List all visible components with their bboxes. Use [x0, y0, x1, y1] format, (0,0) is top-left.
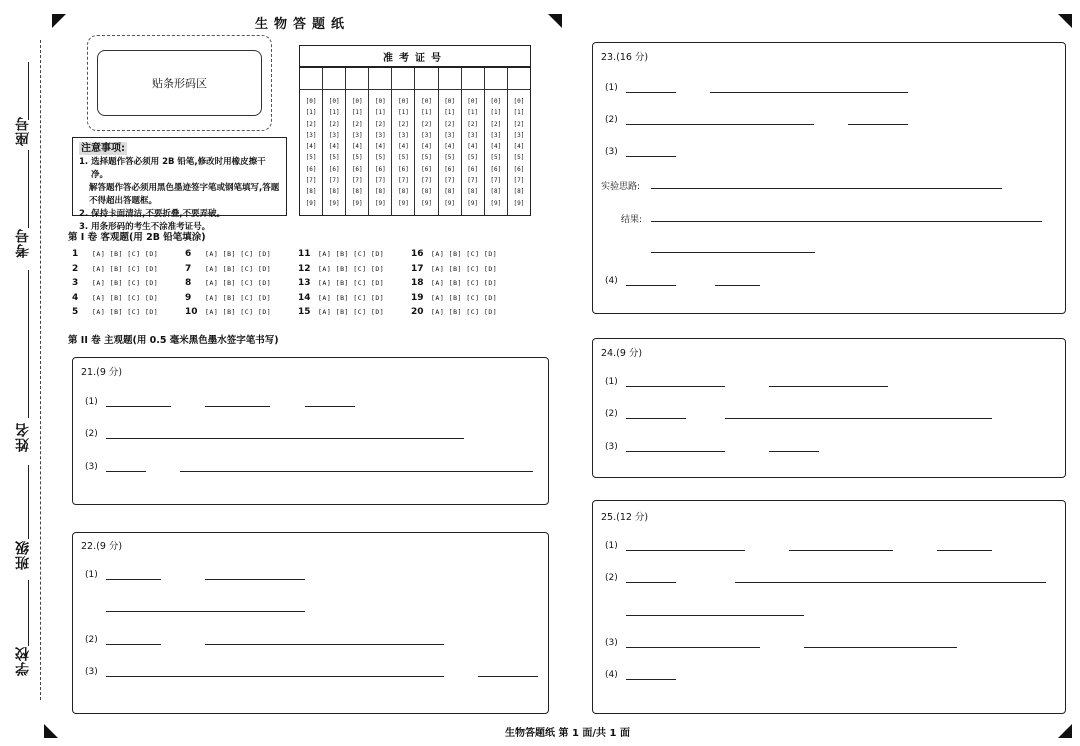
q24-label-2: (2) [605, 409, 618, 419]
question-25-box [592, 500, 1066, 714]
mc-question-number: 20 [411, 307, 424, 318]
mc-question-number: 16 [411, 249, 424, 260]
exam-id-bubble[interactable]: [1] [305, 109, 317, 117]
q24-label-3: (3) [605, 442, 618, 452]
corner-mark-bottom-right [1058, 724, 1072, 738]
exam-id-bubble[interactable]: [9] [398, 199, 409, 207]
mc-answer-bubbles[interactable]: [A] [B] [C] [D] [205, 250, 272, 259]
exam-id-bubble[interactable]: [7] [351, 177, 363, 185]
exam-id-bubble[interactable]: [7] [374, 177, 386, 185]
exam-id-bubble[interactable]: [6] [490, 165, 502, 173]
q25-3-blank-b[interactable] [804, 647, 957, 648]
mc-answer-bubbles[interactable]: [A] [B] [C] [D] [431, 250, 498, 259]
mc-answer-bubbles[interactable]: [A] [B] [C] [D] [431, 264, 498, 273]
q23-idea-blank[interactable] [651, 188, 1002, 189]
question-23-box [592, 42, 1066, 314]
exam-id-bubble[interactable]: [2] [351, 120, 363, 128]
mc-question-number: 3 [72, 278, 79, 289]
q25-2-blank-b[interactable] [735, 582, 1046, 583]
q22-label-3: (3) [85, 667, 98, 677]
q21-3-blank-a[interactable] [106, 471, 146, 472]
q22-1-blank-a[interactable] [106, 579, 161, 580]
q22-label-2: (2) [85, 635, 98, 645]
exam-id-bubble[interactable]: [4] [351, 143, 363, 151]
exam-id-bubble[interactable]: [2] [490, 120, 502, 128]
page-footer: 生物答题纸 第 1 面/共 1 面 [505, 728, 630, 739]
q23-label-4: (4) [605, 276, 618, 286]
q22-2-blank-a[interactable] [106, 644, 161, 645]
q24-1-blank-b[interactable] [769, 386, 888, 387]
q25-3-blank-a[interactable] [626, 647, 760, 648]
q23-label-result: 结果: [621, 215, 643, 225]
exam-id-bubble[interactable]: [9] [305, 199, 317, 207]
side-label-seat: 座号 [15, 116, 31, 146]
barcode-area [87, 35, 272, 131]
exam-id-column [323, 68, 346, 215]
exam-id-bubble[interactable]: [4] [513, 143, 525, 151]
q23-label-3: (3) [605, 147, 618, 157]
side-line-school [28, 580, 29, 646]
exam-id-write-cell[interactable] [346, 68, 368, 90]
mc-question-number: 8 [185, 278, 192, 289]
q25-label-4: (4) [605, 670, 618, 680]
question-24-box [592, 338, 1066, 478]
mc-question-row [72, 276, 158, 291]
notice-item-2: 2. 保持卡面清洁,不要折叠,不要弄破。 [79, 209, 226, 219]
exam-id-bubble[interactable]: [2] [305, 120, 317, 128]
exam-id-bubble[interactable]: [1] [513, 109, 525, 117]
exam-id-write-cell[interactable] [485, 68, 507, 90]
q23-4-blank-b[interactable] [715, 285, 760, 286]
mc-answer-bubbles[interactable]: [A] [B] [C] [D] [318, 308, 385, 317]
mc-question-row [72, 247, 158, 262]
mc-question-number: 12 [298, 263, 311, 274]
notice-heading: 注意事项: [81, 143, 125, 154]
exam-id-bubble[interactable]: [4] [444, 143, 456, 151]
mc-question-row [72, 305, 158, 320]
mc-question-number: 10 [185, 307, 198, 318]
exam-id-column [508, 68, 530, 215]
exam-id-bubble[interactable]: [3] [490, 131, 502, 139]
exam-id-bubble[interactable]: [1] [444, 109, 456, 117]
exam-id-bubble[interactable]: [4] [398, 143, 409, 151]
mc-answer-bubbles[interactable]: [A] [B] [C] [D] [205, 308, 272, 317]
mc-answer-bubbles[interactable]: [A] [B] [C] [D] [205, 293, 272, 302]
notice-item-1: 1. 选择题作答必须用 2B 铅笔,修改时用橡皮擦干净。 [79, 157, 266, 180]
exam-id-bubble[interactable]: [6] [467, 165, 479, 173]
exam-id-bubble[interactable]: [1] [398, 109, 409, 117]
exam-id-column [392, 68, 415, 215]
exam-id-bubble[interactable]: [2] [328, 120, 340, 128]
exam-id-bubble[interactable]: [3] [444, 131, 456, 139]
mc-question-row [411, 276, 497, 291]
exam-id-title: 准考证号 [300, 46, 530, 68]
exam-id-bubble[interactable]: [5] [328, 154, 340, 162]
side-label-name: 姓名 [15, 422, 31, 452]
question-24-title: 24.(9 分) [601, 348, 643, 359]
mc-question-number: 6 [185, 249, 192, 260]
mc-group [72, 247, 158, 320]
q23-label-2: (2) [605, 115, 618, 125]
exam-id-bubble[interactable]: [3] [328, 131, 340, 139]
exam-id-bubble[interactable]: [8] [398, 188, 409, 196]
exam-id-bubble[interactable]: [8] [421, 188, 432, 196]
exam-id-bubble[interactable]: [0] [467, 98, 479, 105]
exam-id-bubble[interactable]: [1] [328, 109, 340, 117]
mc-answer-bubbles[interactable]: [A] [B] [C] [D] [92, 264, 159, 273]
q21-1-blank-b[interactable] [205, 406, 270, 407]
q21-label-1: (1) [85, 397, 98, 407]
side-line-seat [28, 62, 29, 120]
q22-1-blank-b[interactable] [205, 579, 305, 580]
exam-id-bubble[interactable]: [4] [305, 143, 317, 151]
exam-id-bubble[interactable]: [5] [490, 154, 502, 162]
q23-1-blank-b[interactable] [710, 92, 908, 93]
exam-id-bubble[interactable]: [3] [421, 131, 432, 139]
exam-id-bubble[interactable]: [2] [467, 120, 479, 128]
q25-label-2: (2) [605, 573, 618, 583]
exam-id-bubble[interactable]: [3] [467, 131, 479, 139]
q23-1-blank-a[interactable] [626, 92, 676, 93]
mc-question-row [185, 291, 271, 306]
q23-2-blank-a[interactable] [626, 124, 814, 125]
side-line-class [28, 465, 29, 539]
exam-id-grid [299, 45, 531, 216]
q24-1-blank-a[interactable] [626, 386, 725, 387]
mc-answer-bubbles[interactable]: [A] [B] [C] [D] [92, 279, 159, 288]
q25-1-blank-a[interactable] [626, 550, 745, 551]
exam-id-bubble[interactable]: [5] [421, 154, 432, 162]
mc-answer-bubbles[interactable]: [A] [B] [C] [D] [92, 293, 159, 302]
exam-id-bubble[interactable]: [1] [490, 109, 502, 117]
q23-2-blank-b[interactable] [848, 124, 908, 125]
exam-id-bubble[interactable]: [8] [351, 188, 363, 196]
exam-id-bubble[interactable]: [6] [444, 165, 456, 173]
mc-question-number: 7 [185, 263, 192, 274]
exam-id-bubble[interactable]: [9] [421, 199, 432, 207]
exam-id-bubble[interactable]: [4] [328, 143, 340, 151]
exam-id-bubble[interactable]: [9] [444, 199, 456, 207]
mc-question-number: 13 [298, 278, 311, 289]
q22-3-blank-b[interactable] [478, 676, 538, 677]
exam-id-bubble[interactable]: [0] [444, 98, 456, 105]
side-line-name [28, 270, 29, 418]
mc-question-row [298, 276, 384, 291]
q24-2-blank-a[interactable] [626, 418, 686, 419]
exam-id-write-cell[interactable] [392, 68, 414, 90]
mc-question-row [298, 247, 384, 262]
section2-heading: 第 II 卷 主观题(用 0.5 毫米黑色墨水签字笔书写) [68, 335, 279, 346]
exam-id-bubble[interactable]: [7] [513, 177, 525, 185]
mc-question-number: 4 [72, 292, 79, 303]
side-label-school: 学校 [15, 646, 31, 676]
notice-item-1b: 解答题作答必须用黑色墨迹签字笔或钢笔填写,答题不得超出答题框。 [89, 183, 280, 206]
exam-id-bubble[interactable]: [0] [398, 98, 409, 105]
q23-label-1: (1) [605, 83, 618, 93]
exam-id-bubble[interactable]: [2] [421, 120, 432, 128]
exam-id-bubble[interactable]: [9] [351, 199, 363, 207]
mc-question-number: 15 [298, 307, 311, 318]
mc-question-row [185, 305, 271, 320]
q25-4-blank[interactable] [626, 679, 676, 680]
q21-1-blank-a[interactable] [106, 406, 171, 407]
exam-id-write-cell[interactable] [300, 68, 322, 90]
section1-heading: 第 I 卷 客观题(用 2B 铅笔填涂) [68, 232, 206, 243]
exam-id-bubble[interactable]: [9] [374, 199, 386, 207]
mc-question-number: 1 [72, 249, 79, 260]
exam-id-bubble[interactable]: [7] [398, 177, 409, 185]
q23-4-blank-a[interactable] [626, 285, 676, 286]
exam-id-bubble[interactable]: [3] [374, 131, 386, 139]
objective-answers [72, 247, 542, 323]
exam-id-bubble[interactable]: [7] [421, 177, 432, 185]
exam-id-bubble[interactable]: [6] [305, 165, 317, 173]
exam-id-bubble[interactable]: [6] [328, 165, 340, 173]
mc-question-row [411, 262, 497, 277]
q25-1-blank-c[interactable] [937, 550, 992, 551]
exam-id-bubble[interactable]: [8] [374, 188, 386, 196]
exam-id-bubble[interactable]: [0] [374, 98, 386, 105]
mc-question-number: 18 [411, 278, 424, 289]
q22-2-blank-b[interactable] [205, 644, 444, 645]
q23-result-blank-a[interactable] [651, 221, 1042, 222]
exam-id-bubble[interactable]: [7] [305, 177, 317, 185]
mc-question-row [185, 276, 271, 291]
q21-2-blank[interactable] [106, 438, 464, 439]
mc-answer-bubbles[interactable]: [A] [B] [C] [D] [318, 279, 385, 288]
q22-3-blank-a[interactable] [106, 676, 444, 677]
mc-question-number: 5 [72, 307, 79, 318]
exam-id-bubble[interactable]: [5] [444, 154, 456, 162]
mc-question-row [298, 291, 384, 306]
mc-answer-bubbles[interactable]: [A] [B] [C] [D] [431, 293, 498, 302]
q22-label-1: (1) [85, 570, 98, 580]
exam-id-column [369, 68, 392, 215]
exam-id-bubble[interactable]: [6] [513, 165, 525, 173]
q25-2-blank-a[interactable] [626, 582, 676, 583]
exam-id-bubble[interactable]: [3] [305, 131, 317, 139]
exam-id-bubble[interactable]: [5] [467, 154, 479, 162]
exam-id-bubble[interactable]: [2] [398, 120, 409, 128]
mc-question-number: 19 [411, 292, 424, 303]
exam-id-bubble[interactable]: [2] [444, 120, 456, 128]
notice-item-3: 3. 用条形码的考生不涂准考证号。 [79, 222, 211, 232]
mc-question-row [72, 291, 158, 306]
exam-id-bubble[interactable]: [1] [374, 109, 386, 117]
side-label-exam-no: 考号 [15, 228, 31, 258]
corner-mark-top-left [52, 14, 66, 28]
notice-box [72, 137, 287, 232]
exam-id-bubble[interactable]: [8] [305, 188, 317, 196]
mc-answer-bubbles[interactable]: [A] [B] [C] [D] [92, 308, 159, 317]
exam-id-bubble[interactable]: [5] [374, 154, 386, 162]
mc-answer-bubbles[interactable]: [A] [B] [C] [D] [205, 264, 272, 273]
exam-id-bubble[interactable]: [4] [490, 143, 502, 151]
exam-id-bubble[interactable]: [6] [398, 165, 409, 173]
side-label-class: 班级 [15, 540, 31, 570]
q24-label-1: (1) [605, 377, 618, 387]
exam-id-bubble[interactable]: [0] [490, 98, 502, 105]
mc-answer-bubbles[interactable]: [A] [B] [C] [D] [431, 279, 498, 288]
mc-question-row [72, 262, 158, 277]
q21-label-3: (3) [85, 462, 98, 472]
mc-question-row [185, 247, 271, 262]
mc-question-number: 9 [185, 292, 192, 303]
mc-question-row [411, 291, 497, 306]
exam-id-bubble[interactable]: [1] [467, 109, 479, 117]
q24-3-blank-a[interactable] [626, 451, 725, 452]
exam-id-bubble[interactable]: [8] [513, 188, 525, 196]
exam-id-bubble[interactable]: [7] [490, 177, 502, 185]
exam-id-bubble[interactable]: [3] [513, 131, 525, 139]
mc-question-number: 11 [298, 249, 311, 260]
exam-id-bubble[interactable]: [9] [513, 199, 525, 207]
q24-3-blank-b[interactable] [769, 451, 819, 452]
corner-mark-bottom-left [44, 724, 58, 738]
exam-id-write-cell[interactable] [462, 68, 484, 90]
exam-id-write-cell[interactable] [415, 68, 437, 90]
mc-question-row [411, 305, 497, 320]
exam-id-bubble[interactable]: [7] [444, 177, 456, 185]
exam-id-bubble[interactable]: [6] [421, 165, 432, 173]
q24-2-blank-b[interactable] [725, 418, 992, 419]
exam-id-bubble[interactable]: [9] [328, 199, 340, 207]
exam-id-bubble[interactable]: [0] [328, 98, 340, 105]
exam-id-bubble[interactable]: [8] [467, 188, 479, 196]
exam-id-bubble[interactable]: [9] [467, 199, 479, 207]
corner-mark-top-center [548, 14, 562, 28]
q25-label-1: (1) [605, 541, 618, 551]
mc-answer-bubbles[interactable]: [A] [B] [C] [D] [318, 264, 385, 273]
mc-answer-bubbles[interactable]: [A] [B] [C] [D] [318, 250, 385, 259]
exam-id-bubble[interactable]: [4] [467, 143, 479, 151]
exam-id-bubble[interactable]: [5] [513, 154, 525, 162]
corner-mark-top-right [1058, 14, 1072, 28]
exam-id-write-cell[interactable] [439, 68, 461, 90]
exam-id-bubble[interactable]: [3] [398, 131, 409, 139]
exam-id-column [439, 68, 462, 215]
exam-id-column [462, 68, 485, 215]
question-21-box [72, 357, 549, 505]
q23-3-blank[interactable] [626, 156, 676, 157]
exam-id-bubble[interactable]: [4] [421, 143, 432, 151]
exam-id-bubble[interactable]: [2] [374, 120, 386, 128]
exam-id-column [415, 68, 438, 215]
exam-id-bubble[interactable]: [6] [374, 165, 386, 173]
q23-label-idea: 实验思路: [601, 182, 641, 192]
exam-id-bubble[interactable]: [0] [305, 98, 317, 105]
exam-id-bubble[interactable]: [8] [328, 188, 340, 196]
q21-1-blank-c[interactable] [305, 406, 355, 407]
exam-id-bubble[interactable]: [0] [513, 98, 525, 105]
question-25-title: 25.(12 分) [601, 512, 649, 523]
mc-group [185, 247, 271, 320]
mc-question-row [298, 262, 384, 277]
exam-id-bubble[interactable]: [9] [490, 199, 502, 207]
mc-group [411, 247, 497, 320]
side-line-exam-no [28, 150, 29, 228]
q25-1-blank-b[interactable] [789, 550, 893, 551]
mc-answer-bubbles[interactable]: [A] [B] [C] [D] [318, 293, 385, 302]
exam-id-column [485, 68, 508, 215]
exam-id-write-cell[interactable] [323, 68, 345, 90]
question-23-title: 23.(16 分) [601, 52, 649, 63]
q21-label-2: (2) [85, 429, 98, 439]
exam-id-bubble[interactable]: [2] [513, 120, 525, 128]
exam-id-bubble[interactable]: [7] [328, 177, 340, 185]
exam-id-bubble[interactable]: [0] [421, 98, 432, 105]
question-21-title: 21.(9 分) [81, 367, 123, 378]
q22-1-blank-c[interactable] [106, 611, 305, 612]
page-title: 生物答题纸 [255, 17, 351, 32]
question-22-title: 22.(9 分) [81, 541, 123, 552]
q25-label-3: (3) [605, 638, 618, 648]
mc-question-row [298, 305, 384, 320]
exam-id-bubble[interactable]: [8] [490, 188, 502, 196]
exam-id-bubble[interactable]: [5] [305, 154, 317, 162]
binding-dashed-line [40, 40, 41, 700]
exam-id-column [346, 68, 369, 215]
exam-id-write-cell[interactable] [369, 68, 391, 90]
mc-answer-bubbles[interactable]: [A] [B] [C] [D] [205, 279, 272, 288]
exam-id-bubble[interactable]: [0] [351, 98, 363, 105]
exam-id-bubble[interactable]: [6] [351, 165, 363, 173]
exam-id-write-cell[interactable] [508, 68, 530, 90]
mc-group [298, 247, 384, 320]
mc-question-number: 2 [72, 263, 79, 274]
mc-question-number: 17 [411, 263, 424, 274]
question-22-box [72, 532, 549, 714]
mc-answer-bubbles[interactable]: [A] [B] [C] [D] [431, 308, 498, 317]
barcode-label: 贴条形码区 [97, 50, 262, 116]
exam-id-column [300, 68, 323, 215]
mc-question-row [185, 262, 271, 277]
q25-2-blank-c[interactable] [626, 615, 804, 616]
mc-answer-bubbles[interactable]: [A] [B] [C] [D] [92, 250, 159, 259]
exam-id-bubble[interactable]: [1] [351, 109, 363, 117]
exam-id-bubble[interactable]: [5] [398, 154, 409, 162]
q23-result-blank-b[interactable] [651, 252, 815, 253]
exam-id-bubble[interactable]: [3] [351, 131, 363, 139]
exam-id-bubble[interactable]: [8] [444, 188, 456, 196]
mc-question-number: 14 [298, 292, 311, 303]
mc-question-row [411, 247, 497, 262]
exam-id-bubble[interactable]: [4] [374, 143, 386, 151]
exam-id-bubble[interactable]: [7] [467, 177, 479, 185]
exam-id-bubble[interactable]: [5] [351, 154, 363, 162]
exam-id-bubble[interactable]: [1] [421, 109, 432, 117]
q21-3-blank-b[interactable] [180, 471, 533, 472]
